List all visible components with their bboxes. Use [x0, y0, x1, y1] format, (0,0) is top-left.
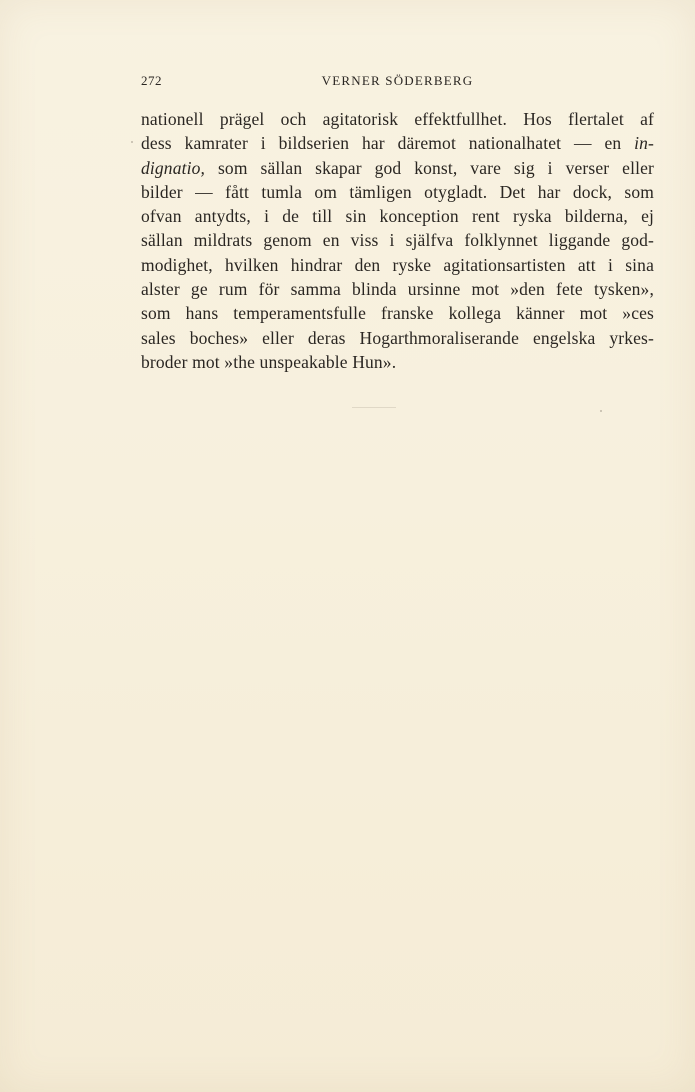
text-line — [141, 131, 654, 155]
italic-text: in- — [634, 133, 654, 154]
text-line: broder mot »the unspeakable Hun». — [141, 351, 397, 372]
text-segment: dess kamrater i bildserien har däremot nationalhatet — en — [141, 133, 622, 154]
text-line: sällan mildrats genom en viss i själfva folklynnet liggande god- — [141, 230, 654, 251]
italic-text: dignatio, — [141, 157, 206, 178]
text-line: ofvan antydts, i de till sin konception rent ryska bilderna, ej — [141, 206, 654, 227]
text-line — [141, 156, 654, 180]
paper-speck — [600, 410, 602, 412]
text-line: sales boches» eller deras Hogarthmoraliserande engelska yrkes- — [141, 327, 654, 348]
text-line: som hans temperamentsfulle franske kollega känner mot »ces — [141, 303, 654, 324]
faint-mark — [352, 407, 396, 408]
text-line: alster ge rum för samma blinda ursinne mot »den fete tysken», — [141, 279, 654, 300]
page-header — [141, 73, 654, 91]
body-paragraph — [141, 107, 654, 374]
text-line: nationell prägel och agitatorisk effektfullhet. Hos flertalet af — [141, 109, 654, 129]
running-head: VERNER SÖDERBERG — [321, 73, 474, 88]
text-line: modighet, hvilken hindrar den ryske agitationsartisten att i sina — [141, 254, 654, 275]
paper-speck — [131, 141, 133, 143]
page-number: 272 — [141, 73, 162, 88]
text-line: bilder — fått tumla om tämligen otygladt. Det har dock, som — [141, 181, 654, 202]
text-segment: som sällan skapar god konst, vare sig i verser eller — [217, 157, 654, 178]
